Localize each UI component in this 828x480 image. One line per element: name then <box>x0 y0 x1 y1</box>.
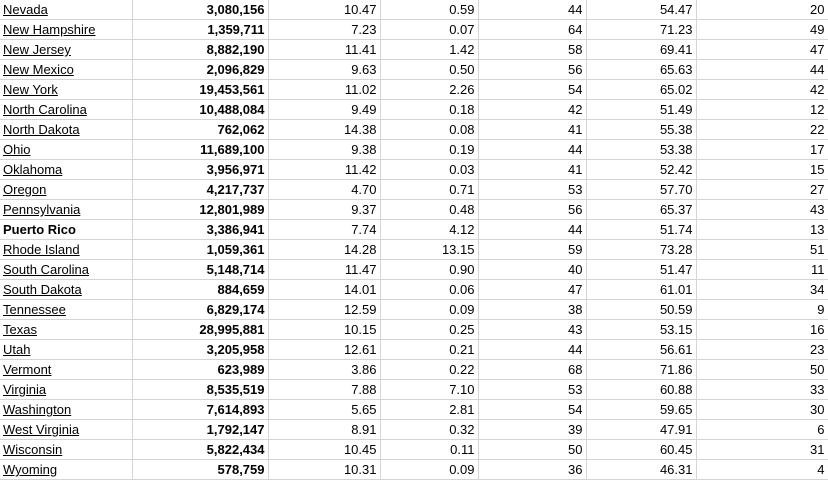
value-cell-2[interactable]: 0.32 <box>380 420 478 440</box>
value-cell-5[interactable]: 50 <box>696 360 828 380</box>
value-cell-1[interactable]: 10.15 <box>268 320 380 340</box>
value-cell-1[interactable]: 12.61 <box>268 340 380 360</box>
value-cell-5[interactable]: 30 <box>696 400 828 420</box>
population-cell[interactable]: 578,759 <box>132 460 268 480</box>
value-cell-4[interactable]: 71.86 <box>586 360 696 380</box>
table-row <box>0 440 828 460</box>
table-row <box>0 460 828 480</box>
value-cell-5[interactable]: 34 <box>696 280 828 300</box>
state-link[interactable]: Wyoming <box>3 462 58 477</box>
value-cell-2[interactable]: 0.25 <box>380 320 478 340</box>
value-cell-1[interactable]: 11.42 <box>268 160 380 180</box>
population-cell[interactable]: 6,829,174 <box>132 300 268 320</box>
value-cell-4[interactable]: 51.49 <box>586 100 696 120</box>
population-cell[interactable]: 623,989 <box>132 360 268 380</box>
state-link[interactable]: New Jersey <box>3 42 71 57</box>
state-link[interactable]: West Virginia <box>3 422 80 437</box>
value-cell-2[interactable]: 7.10 <box>380 380 478 400</box>
state-link[interactable]: Oregon <box>3 182 47 197</box>
value-cell-5[interactable]: 33 <box>696 380 828 400</box>
state-cell[interactable] <box>0 140 132 160</box>
value-cell-2[interactable]: 0.11 <box>380 440 478 460</box>
value-cell-3[interactable]: 56 <box>478 200 586 220</box>
value-cell-3[interactable]: 68 <box>478 360 586 380</box>
table-row <box>0 80 828 100</box>
table-row <box>0 300 828 320</box>
value-cell-2[interactable]: 0.07 <box>380 20 478 40</box>
value-cell-3[interactable]: 59 <box>478 240 586 260</box>
state-link[interactable]: Wisconsin <box>3 442 63 457</box>
value-cell-3[interactable]: 53 <box>478 180 586 200</box>
value-cell-3[interactable]: 54 <box>478 400 586 420</box>
value-cell-2[interactable]: 0.08 <box>380 120 478 140</box>
value-cell-1[interactable]: 12.59 <box>268 300 380 320</box>
state-cell[interactable] <box>0 420 132 440</box>
value-cell-1[interactable]: 5.65 <box>268 400 380 420</box>
state-cell[interactable] <box>0 60 132 80</box>
value-cell-3[interactable]: 54 <box>478 80 586 100</box>
state-link[interactable]: Pennsylvania <box>3 202 81 217</box>
state-cell[interactable] <box>0 20 132 40</box>
state-link[interactable]: Nevada <box>3 2 48 17</box>
value-cell-5[interactable]: 47 <box>696 40 828 60</box>
state-link[interactable]: New York <box>3 82 58 97</box>
value-cell-5[interactable]: 13 <box>696 220 828 240</box>
value-cell-1[interactable]: 14.28 <box>268 240 380 260</box>
value-cell-1[interactable]: 10.31 <box>268 460 380 480</box>
value-cell-2[interactable]: 0.06 <box>380 280 478 300</box>
population-cell[interactable]: 3,386,941 <box>132 220 268 240</box>
table-row <box>0 340 828 360</box>
value-cell-4[interactable]: 57.70 <box>586 180 696 200</box>
value-cell-5[interactable]: 23 <box>696 340 828 360</box>
state-cell[interactable] <box>0 320 132 340</box>
value-cell-1[interactable]: 3.86 <box>268 360 380 380</box>
state-cell[interactable] <box>0 360 132 380</box>
table-row <box>0 280 828 300</box>
value-cell-2[interactable]: 2.81 <box>380 400 478 420</box>
value-cell-3[interactable]: 42 <box>478 100 586 120</box>
state-cell[interactable] <box>0 280 132 300</box>
state-link[interactable]: North Carolina <box>3 102 87 117</box>
value-cell-2[interactable]: 0.48 <box>380 200 478 220</box>
population-cell[interactable]: 11,689,100 <box>132 140 268 160</box>
value-cell-4[interactable]: 65.63 <box>586 60 696 80</box>
value-cell-4[interactable]: 46.31 <box>586 460 696 480</box>
population-cell[interactable]: 5,148,714 <box>132 260 268 280</box>
value-cell-5[interactable]: 42 <box>696 80 828 100</box>
value-cell-2[interactable]: 0.90 <box>380 260 478 280</box>
state-link[interactable]: Texas <box>3 322 37 337</box>
population-cell[interactable]: 8,535,519 <box>132 380 268 400</box>
population-cell[interactable]: 19,453,561 <box>132 80 268 100</box>
value-cell-4[interactable]: 55.38 <box>586 120 696 140</box>
value-cell-1[interactable]: 11.02 <box>268 80 380 100</box>
value-cell-5[interactable]: 44 <box>696 60 828 80</box>
value-cell-5[interactable]: 20 <box>696 0 828 20</box>
state-cell[interactable] <box>0 380 132 400</box>
value-cell-5[interactable]: 27 <box>696 180 828 200</box>
population-cell[interactable]: 1,792,147 <box>132 420 268 440</box>
value-cell-4[interactable]: 65.02 <box>586 80 696 100</box>
state-cell[interactable] <box>0 160 132 180</box>
value-cell-2[interactable]: 0.09 <box>380 300 478 320</box>
value-cell-3[interactable]: 58 <box>478 40 586 60</box>
state-link[interactable]: South Carolina <box>3 262 89 277</box>
table-row <box>0 20 828 40</box>
value-cell-5[interactable]: 4 <box>696 460 828 480</box>
value-cell-1[interactable]: 10.47 <box>268 0 380 20</box>
value-cell-2[interactable]: 13.15 <box>380 240 478 260</box>
value-cell-2[interactable]: 2.26 <box>380 80 478 100</box>
state-cell[interactable] <box>0 200 132 220</box>
value-cell-2[interactable]: 0.21 <box>380 340 478 360</box>
state-link[interactable]: North Dakota <box>3 122 80 137</box>
table-row <box>0 40 828 60</box>
state-link[interactable]: Ohio <box>3 142 31 157</box>
value-cell-5[interactable]: 16 <box>696 320 828 340</box>
value-cell-1[interactable]: 8.91 <box>268 420 380 440</box>
state-cell[interactable] <box>0 120 132 140</box>
value-cell-1[interactable]: 9.37 <box>268 200 380 220</box>
value-cell-4[interactable]: 60.45 <box>586 440 696 460</box>
value-cell-2[interactable]: 0.09 <box>380 460 478 480</box>
value-cell-2[interactable]: 0.03 <box>380 160 478 180</box>
value-cell-2[interactable]: 0.18 <box>380 100 478 120</box>
state-cell[interactable] <box>0 0 132 20</box>
value-cell-5[interactable]: 43 <box>696 200 828 220</box>
population-cell[interactable]: 1,059,361 <box>132 240 268 260</box>
value-cell-5[interactable]: 12 <box>696 100 828 120</box>
value-cell-4[interactable]: 47.91 <box>586 420 696 440</box>
table-row <box>0 200 828 220</box>
value-cell-5[interactable]: 11 <box>696 260 828 280</box>
value-cell-5[interactable]: 17 <box>696 140 828 160</box>
value-cell-1[interactable]: 7.74 <box>268 220 380 240</box>
value-cell-5[interactable]: 31 <box>696 440 828 460</box>
table-row <box>0 180 828 200</box>
state-link[interactable]: Rhode Island <box>3 242 80 257</box>
value-cell-3[interactable]: 44 <box>478 220 586 240</box>
state-cell[interactable] <box>0 300 132 320</box>
population-cell[interactable]: 4,217,737 <box>132 180 268 200</box>
state-cell[interactable] <box>0 80 132 100</box>
value-cell-1[interactable]: 7.88 <box>268 380 380 400</box>
state-cell[interactable] <box>0 180 132 200</box>
value-cell-3[interactable]: 40 <box>478 260 586 280</box>
value-cell-1[interactable]: 14.01 <box>268 280 380 300</box>
state-cell[interactable] <box>0 460 132 480</box>
value-cell-5[interactable]: 15 <box>696 160 828 180</box>
state-cell[interactable] <box>0 400 132 420</box>
value-cell-3[interactable]: 43 <box>478 320 586 340</box>
population-cell[interactable]: 10,488,084 <box>132 100 268 120</box>
state-cell[interactable] <box>0 100 132 120</box>
value-cell-2[interactable]: 0.59 <box>380 0 478 20</box>
value-cell-4[interactable]: 71.23 <box>586 20 696 40</box>
table-row <box>0 240 828 260</box>
table-row <box>0 60 828 80</box>
table-row <box>0 120 828 140</box>
value-cell-4[interactable]: 73.28 <box>586 240 696 260</box>
state-cell[interactable] <box>0 260 132 280</box>
state-cell[interactable] <box>0 40 132 60</box>
value-cell-4[interactable]: 60.88 <box>586 380 696 400</box>
value-cell-3[interactable]: 41 <box>478 160 586 180</box>
table-row <box>0 0 828 20</box>
value-cell-1[interactable]: 11.47 <box>268 260 380 280</box>
table-row <box>0 220 828 240</box>
value-cell-4[interactable]: 65.37 <box>586 200 696 220</box>
value-cell-1[interactable]: 10.45 <box>268 440 380 460</box>
state-link[interactable]: New Hampshire <box>3 22 96 37</box>
value-cell-3[interactable]: 41 <box>478 120 586 140</box>
state-link[interactable]: Utah <box>3 342 31 357</box>
value-cell-1[interactable]: 9.38 <box>268 140 380 160</box>
state-link[interactable]: Tennessee <box>3 302 66 317</box>
value-cell-5[interactable]: 22 <box>696 120 828 140</box>
value-cell-4[interactable]: 53.38 <box>586 140 696 160</box>
value-cell-4[interactable]: 53.15 <box>586 320 696 340</box>
table-row <box>0 140 828 160</box>
value-cell-3[interactable]: 36 <box>478 460 586 480</box>
state-label: Puerto Rico <box>3 222 76 237</box>
population-cell[interactable]: 7,614,893 <box>132 400 268 420</box>
state-link[interactable]: Oklahoma <box>3 162 63 177</box>
value-cell-2[interactable]: 0.71 <box>380 180 478 200</box>
value-cell-3[interactable]: 39 <box>478 420 586 440</box>
value-cell-1[interactable]: 9.63 <box>268 60 380 80</box>
value-cell-5[interactable]: 6 <box>696 420 828 440</box>
value-cell-4[interactable]: 51.74 <box>586 220 696 240</box>
table-row <box>0 420 828 440</box>
value-cell-4[interactable]: 50.59 <box>586 300 696 320</box>
value-cell-3[interactable]: 64 <box>478 20 586 40</box>
population-cell[interactable]: 3,080,156 <box>132 0 268 20</box>
table-row <box>0 400 828 420</box>
population-cell[interactable]: 3,205,958 <box>132 340 268 360</box>
value-cell-3[interactable]: 44 <box>478 140 586 160</box>
value-cell-1[interactable]: 7.23 <box>268 20 380 40</box>
population-cell[interactable]: 1,359,711 <box>132 20 268 40</box>
value-cell-5[interactable]: 9 <box>696 300 828 320</box>
value-cell-5[interactable]: 51 <box>696 240 828 260</box>
value-cell-3[interactable]: 44 <box>478 0 586 20</box>
population-cell[interactable]: 8,882,190 <box>132 40 268 60</box>
value-cell-1[interactable]: 9.49 <box>268 100 380 120</box>
table-row <box>0 320 828 340</box>
value-cell-2[interactable]: 0.22 <box>380 360 478 380</box>
value-cell-1[interactable]: 11.41 <box>268 40 380 60</box>
value-cell-3[interactable]: 44 <box>478 340 586 360</box>
value-cell-1[interactable]: 4.70 <box>268 180 380 200</box>
state-link[interactable]: Washington <box>3 402 72 417</box>
table-row <box>0 260 828 280</box>
table-row <box>0 160 828 180</box>
state-link[interactable]: Virginia <box>3 382 47 397</box>
value-cell-4[interactable]: 56.61 <box>586 340 696 360</box>
value-cell-3[interactable]: 53 <box>478 380 586 400</box>
table-row <box>0 360 828 380</box>
population-cell[interactable]: 884,659 <box>132 280 268 300</box>
value-cell-3[interactable]: 56 <box>478 60 586 80</box>
value-cell-4[interactable]: 52.42 <box>586 160 696 180</box>
value-cell-1[interactable]: 14.38 <box>268 120 380 140</box>
table-row <box>0 380 828 400</box>
value-cell-3[interactable]: 38 <box>478 300 586 320</box>
value-cell-4[interactable]: 51.47 <box>586 260 696 280</box>
value-cell-2[interactable]: 1.42 <box>380 40 478 60</box>
state-cell[interactable] <box>0 340 132 360</box>
value-cell-2[interactable]: 4.12 <box>380 220 478 240</box>
value-cell-4[interactable]: 69.41 <box>586 40 696 60</box>
state-link[interactable]: Vermont <box>3 362 52 377</box>
value-cell-4[interactable]: 61.01 <box>586 280 696 300</box>
population-cell[interactable]: 28,995,881 <box>132 320 268 340</box>
population-cell[interactable]: 3,956,971 <box>132 160 268 180</box>
state-cell[interactable] <box>0 220 132 240</box>
population-cell[interactable]: 2,096,829 <box>132 60 268 80</box>
value-cell-5[interactable]: 49 <box>696 20 828 40</box>
value-cell-2[interactable]: 0.19 <box>380 140 478 160</box>
population-cell[interactable]: 762,062 <box>132 120 268 140</box>
state-cell[interactable] <box>0 240 132 260</box>
value-cell-4[interactable]: 54.47 <box>586 0 696 20</box>
population-cell[interactable]: 12,801,989 <box>132 200 268 220</box>
state-link[interactable]: New Mexico <box>3 62 74 77</box>
value-cell-2[interactable]: 0.50 <box>380 60 478 80</box>
value-cell-4[interactable]: 59.65 <box>586 400 696 420</box>
table-row <box>0 100 828 120</box>
value-cell-3[interactable]: 50 <box>478 440 586 460</box>
state-link[interactable]: South Dakota <box>3 282 82 297</box>
state-cell[interactable] <box>0 440 132 460</box>
value-cell-3[interactable]: 47 <box>478 280 586 300</box>
population-cell[interactable]: 5,822,434 <box>132 440 268 460</box>
